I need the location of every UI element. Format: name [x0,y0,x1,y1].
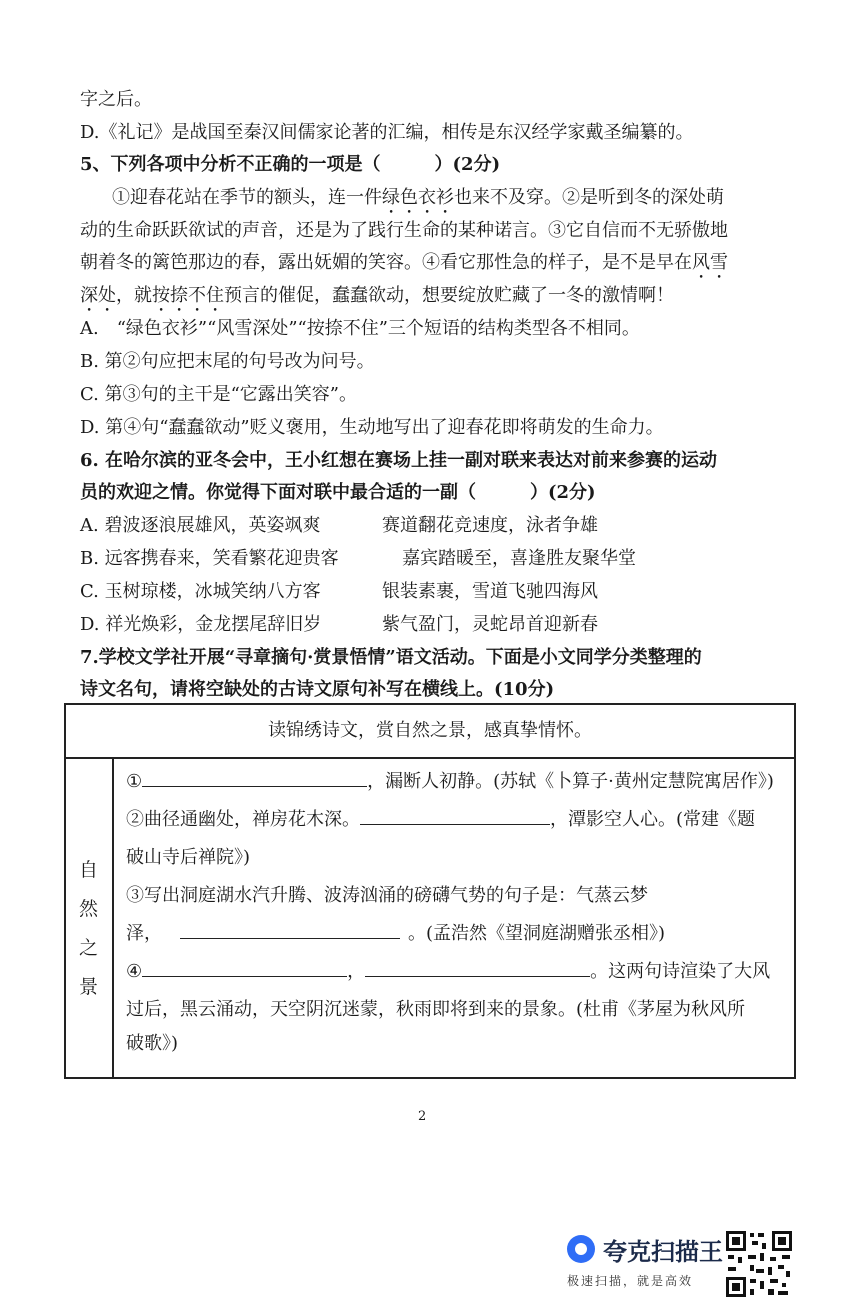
passage-text: 也来不及穿。②是听到冬的深处萌 [454,187,724,208]
option-d-line: D.《礼记》是战国至秦汉间儒家论著的汇编，相传是东汉经学家戴圣编纂的。 [80,122,694,143]
table-row-8: 破歌》) [126,1033,179,1054]
question-7-line-2: 诗文名句，请将空缺处的古诗文原句补写在横线上。(10分) [80,679,555,700]
couplet-b-first: B. 远客携春来，笑看繁花迎贵客 [80,548,339,569]
row-text: ，潭影空人心。(常建《题 [550,809,756,830]
row-text: 。这两句诗渲染了大风 [590,961,771,982]
row-text: 泽， [126,923,162,944]
quark-logo-icon [567,1235,595,1263]
couplet-c-second: 银装素裹，雪道飞驰四海风 [382,581,598,602]
row-text: ，漏断人初静。(苏轼《卜算子·黄州定慧院寓居作》) [367,771,774,792]
brand-name: 夸克扫描王 [603,1238,723,1266]
passage-text: ①迎春花站在季节的额头，连一件 [112,187,382,208]
poetry-table [64,703,796,1079]
row-text: ④ [126,961,143,982]
question-5: 5、下列各项中分析不正确的一项是（ ）(2分) [80,154,501,175]
couplet-d-first: D. 祥光焕彩，金龙摆尾辞旧岁 [80,614,322,635]
table-row-5 [126,919,665,949]
passage-text: 朝着冬的篱笆那边的春，露出妩媚的笑容。④看它那性急的样子，是不是早在 [80,252,692,273]
passage-text: ，就 [116,285,152,306]
table-row-4: ③写出洞庭湖水汽升腾、波涛汹涌的磅礴气势的句子是：气蒸云梦 [126,885,648,906]
option-c: C. 第③句的主干是“它露出笑容”。 [80,384,357,405]
table-row-3: 破山寺后禅院》) [126,847,251,868]
passage-line-4 [80,281,780,316]
couplet-b-second: 嘉宾踏暖至，喜逢胜友聚华堂 [402,548,636,569]
couplet-d-second: 紫气盈门，灵蛇昂首迎新春 [382,614,598,635]
answer-blank[interactable] [360,806,550,825]
table-header [66,705,794,759]
side-char: 自 [79,859,99,881]
brand-slogan: 极速扫描，就是高效 [567,1274,694,1288]
table-side-label [66,759,114,1077]
table-header-text: 读锦绣诗文，赏自然之景，感真挚情怀。 [268,720,592,741]
table-row-6 [126,957,770,987]
passage-marked-phrase: 深处 [80,285,116,306]
passage-line-3 [80,248,780,283]
text-line: 字之后。 [80,89,152,110]
table-row-1 [126,767,774,797]
answer-blank[interactable] [180,920,400,939]
couplet-a-second: 赛道翻花竞速度，泳者争雄 [382,515,598,536]
passage-marked-phrase: 按捺不住 [152,285,224,306]
side-char: 之 [79,937,99,959]
passage-marked-phrase: 绿色衣衫 [382,187,454,208]
passage-text: 预言的催促，蠢蠢欲动，想要绽放贮藏了一冬的激情啊！ [224,285,674,306]
answer-blank[interactable] [142,958,347,977]
answer-blank[interactable] [142,768,367,787]
row-text: ， [347,961,366,982]
question-6-line-2: 员的欢迎之情。你觉得下面对联中最合适的一副（ ）(2分) [80,482,596,503]
answer-blank[interactable] [365,958,590,977]
table-row-7: 过后，黑云涌动，天空阴沉迷蒙，秋雨即将到来的景象。(杜甫《茅屋为秋风所 [126,999,746,1020]
qr-code-icon [724,1229,794,1299]
passage-line-2: 动的生命跃跃欲试的声音，还是为了践行生命的某种诺言。③它自信而不无骄傲地 [80,220,728,241]
side-char: 然 [79,898,99,920]
couplet-c-first: C. 玉树琼楼，冰城笑纳八方客 [80,581,321,602]
page-number: 2 [418,1109,427,1124]
passage-line-1 [112,183,812,218]
option-a: A. “绿色衣衫”“风雪深处”“按捺不住”三个短语的结构类型各不相同。 [80,318,640,339]
row-text: 。(孟浩然《望洞庭湖赠张丞相》) [408,923,666,944]
row-text: ②曲径通幽处，禅房花木深。 [126,809,360,830]
option-d: D. 第④句“蠢蠢欲动”贬义褒用，生动地写出了迎春花即将萌发的生命力。 [80,417,664,438]
passage-marked-phrase: 风雪 [692,252,728,273]
row-text: ① [126,771,143,792]
table-row-2 [126,805,755,835]
side-char: 景 [79,976,99,998]
option-b: B. 第②句应把末尾的句号改为问号。 [80,351,375,372]
couplet-a-first: A. 碧波逐浪展雄风，英姿飒爽 [80,515,321,536]
question-7-line-1: 7.学校文学社开展“寻章摘句·赏景悟情”语文活动。下面是小文同学分类整理的 [80,647,702,668]
question-6-line-1: 6. 在哈尔滨的亚冬会中，王小红想在赛场上挂一副对联来表达对前来参赛的运动 [80,450,718,471]
